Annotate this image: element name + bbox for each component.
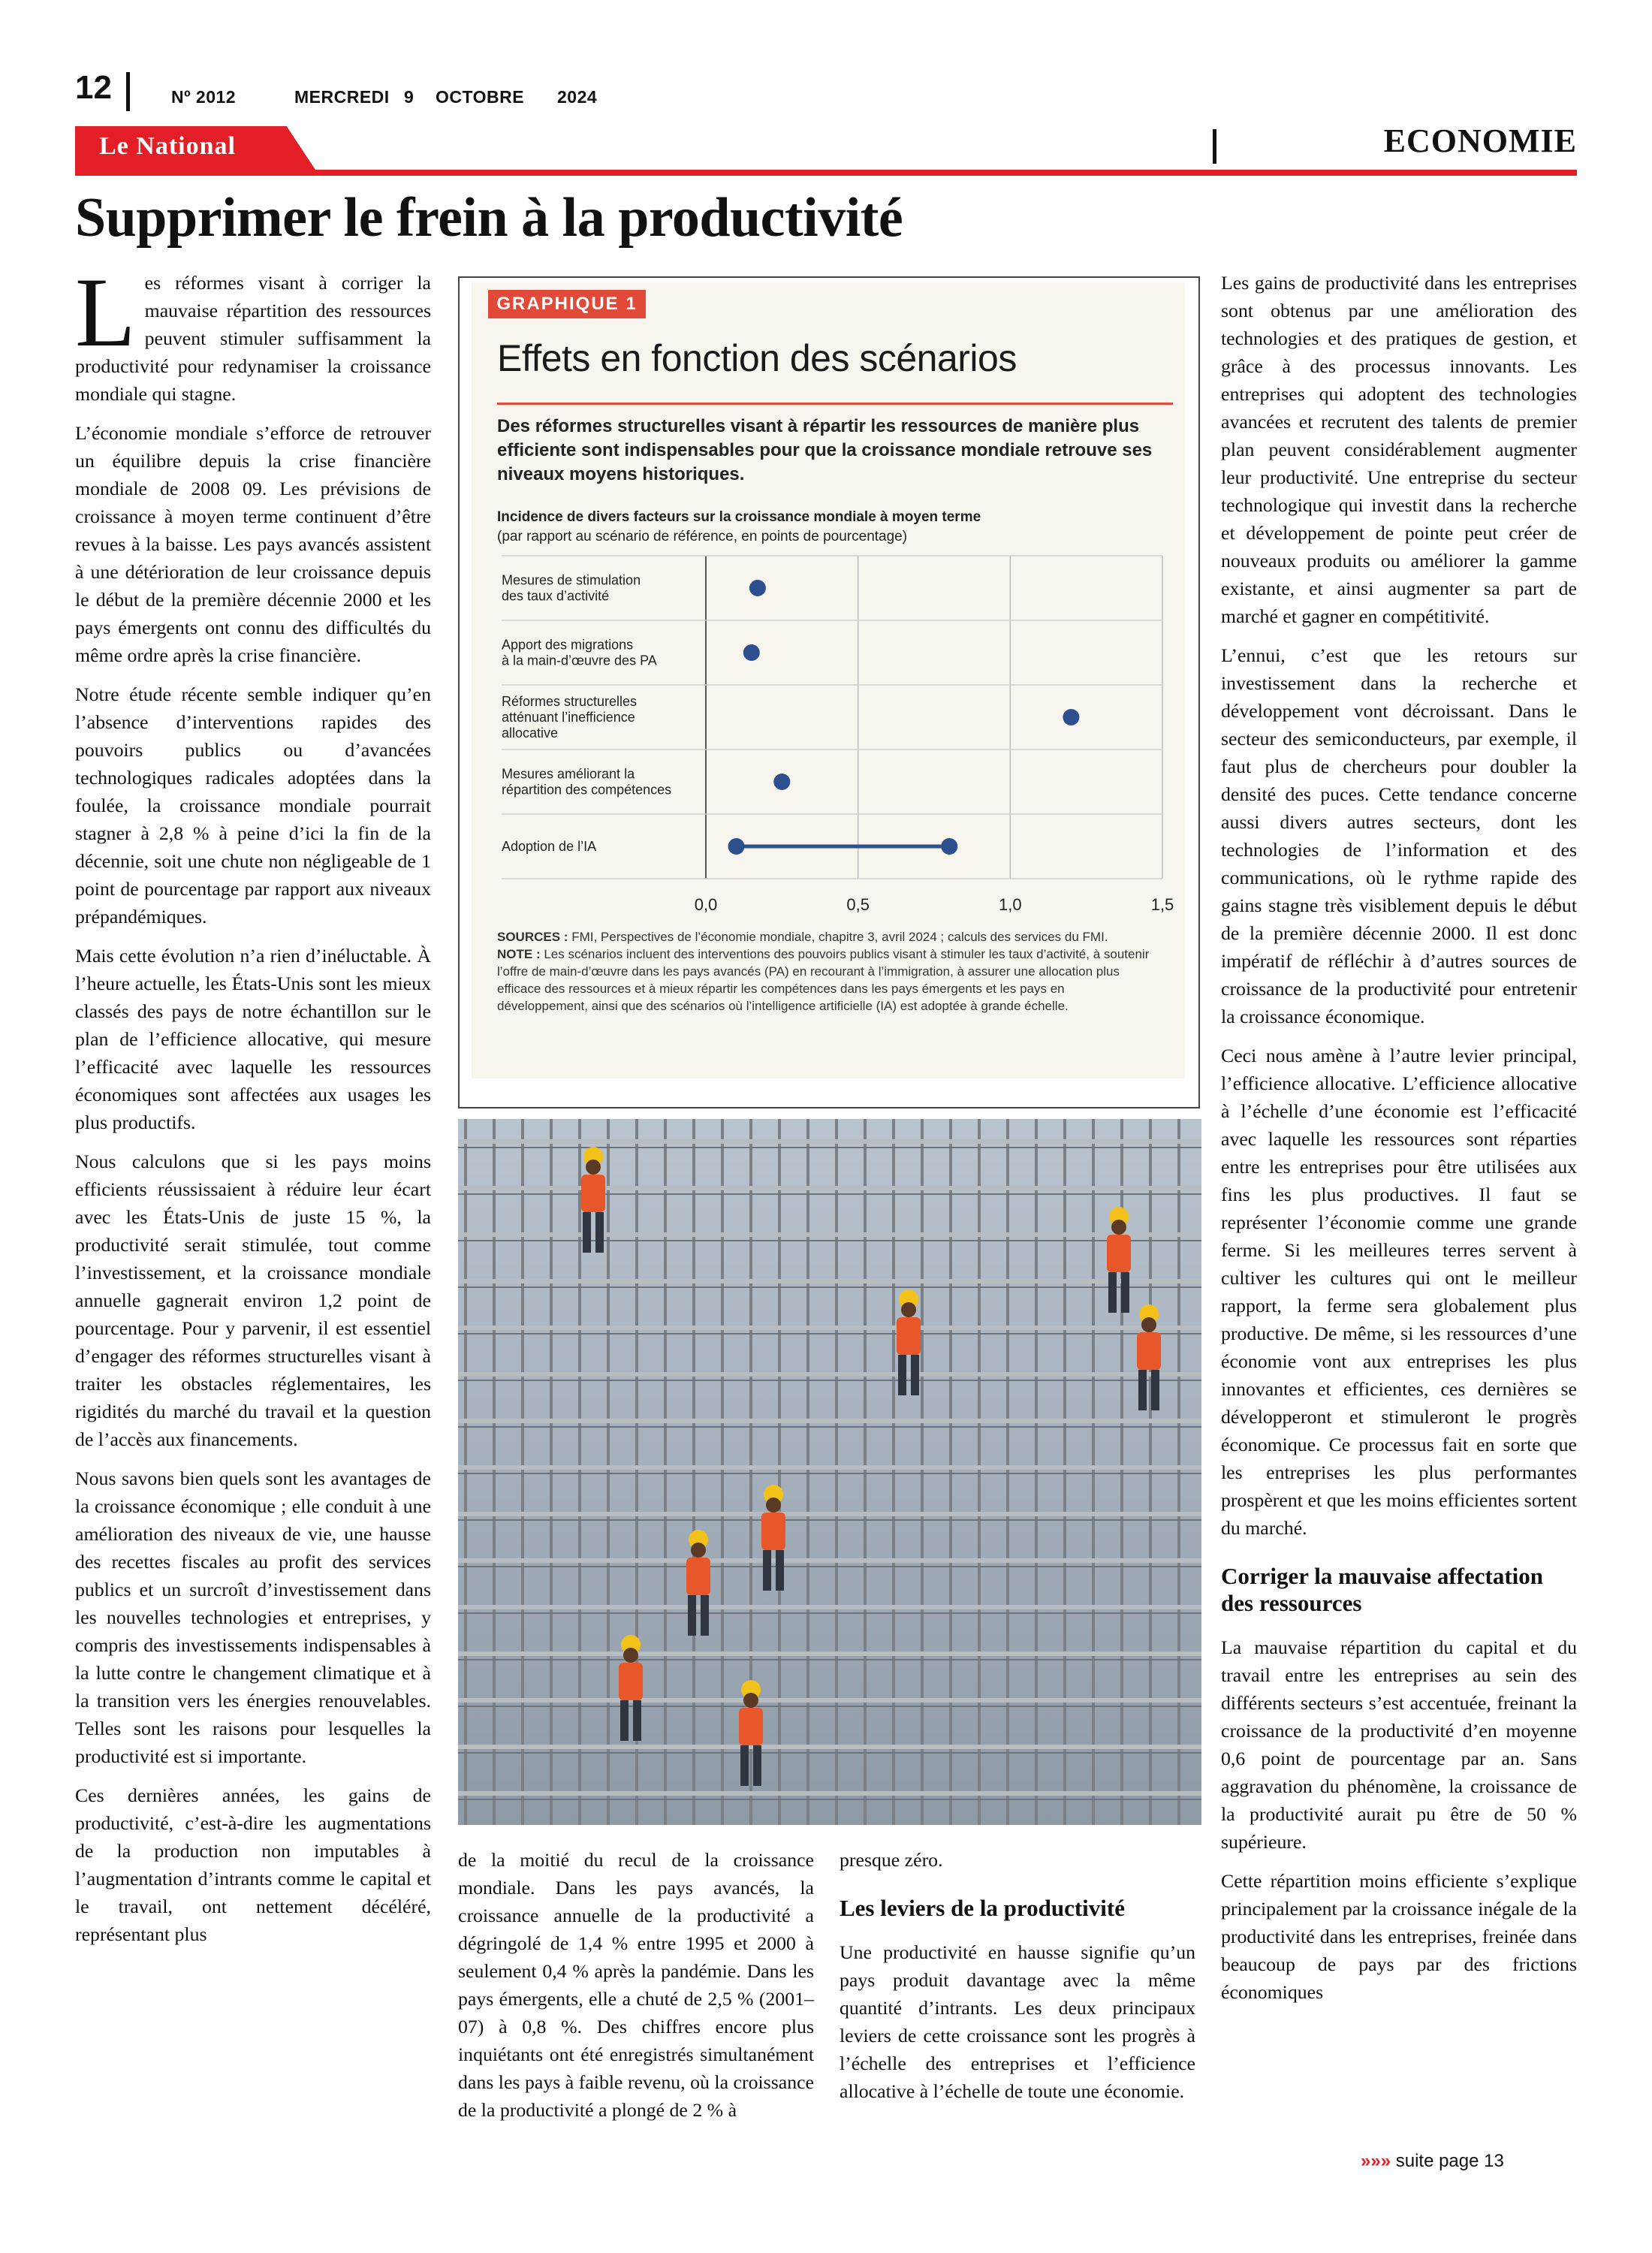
day: 9: [404, 87, 415, 107]
worker-head: [586, 1160, 601, 1175]
paragraph: presque zéro.: [840, 1849, 943, 1871]
worker-head: [901, 1302, 916, 1317]
month: OCTOBRE: [436, 87, 525, 107]
safety-vest: [897, 1317, 921, 1355]
category-label: Réformes structurelles: [502, 694, 638, 709]
continued-link[interactable]: [1361, 2151, 1504, 2172]
worker-leg: [633, 1700, 641, 1741]
worker-leg: [1138, 1370, 1147, 1410]
data-point: [941, 838, 957, 855]
paragraph: Cette répartition moins efficiente s’explique principalement par la croissance inégale de la productivité dans les entreprises, freinée dans beaucoup de pays par des frictions économiques: [1221, 1870, 1577, 2003]
category-label: allocative: [502, 725, 559, 740]
article-column-3: [840, 1846, 1195, 2116]
worker-head: [623, 1648, 638, 1663]
subheading-levers: Les leviers de la productivité: [840, 1895, 1125, 1921]
worker-leg: [763, 1550, 771, 1591]
paragraph: La mauvaise répartition du capital et du travail entre les entreprises au sein des différents secteurs s’est accentuée, freinant la croissance de la productivité d’en moyenne 0,6 point de pourcentage par an. Sans aggravation du phénomène, la croissance de la productivité aurait pu être de 50 % supérieure.: [1221, 1636, 1577, 1853]
worker-leg: [1108, 1272, 1117, 1313]
article-column-2: [458, 1846, 814, 2135]
note-label: NOTE :: [497, 947, 541, 961]
lead-paragraph: [75, 257, 431, 408]
data-point: [773, 774, 790, 790]
chart-subtitle: Incidence de divers facteurs sur la croissance mondiale à moyen terme: [497, 509, 981, 525]
category-label: des taux d’activité: [502, 588, 610, 604]
continued-text: suite page 13: [1395, 2151, 1504, 2171]
paragraph: Les gains de productivité dans les entreprises sont obtenus par une amélioration des technologies et des pratiques de gestion, et grâce à des processus innovants. Les entreprises qui adoptent des technologies avancées et recrutent des talents de premier plan peuvent considérablement augmenter leur productivité. Une entreprise du secteur technologique qui investit dans la recherche et développement de pointe peut créer de nouveaux produits ou améliorer la gamme existante, et ainsi augmenter sa part de marché et gagner en compétitivité.: [1221, 272, 1577, 627]
paragraph: Ceci nous amène à l’autre levier principal, l’efficience allocative. L’efficience allocative à l’échelle d’une économie est l’efficacité avec laquelle les ressources sont réparties entre les entreprises pour être utilisées aux fins les plus productives. Il faut se représenter l’économie comme une grande ferme. Si les meilleures terres servent à cultiver les cultures qui ont le meilleur rapport, la ferme sera globalement plus productive. De même, si les ressources d’une économie vont aux entreprises les plus innovantes et efficientes, ces dernières se développeront et stimuleront le progrès économique. Ce processus fait en sorte que les entreprises les plus performantes prospèrent et que les moins efficientes sortent du marché.: [1221, 1045, 1577, 1539]
chart-subtitle-units: (par rapport au scénario de référence, en points de pourcentage): [497, 529, 908, 544]
paragraph: Mais cette évolution n’a rien d’inéluctable. À l’heure actuelle, les États-Unis sont les mieux classés des pays de notre échantillon sur le plan de l’efficience allocative, qui mesure l’efficacité avec laquelle les ressources économiques sont affectées aux usages les plus productifs.: [75, 945, 431, 1133]
chart-tag: GRAPHIQUE 1: [488, 290, 646, 318]
worker-leg: [595, 1212, 604, 1253]
note-text: Les scénarios incluent des interventions des pouvoirs publics visant à stimuler les taux d’activité, à soutenir l’offre de main-d’œuvre dans les pays avancés (PA) en recourant à l’immigration, à assurer une allocation plus efficace des ressources et à mieux répartir les compétences dans les pays émergents et les pays en développement, ainsi que des scénarios où l’intelligence artificielle (IA) est adoptée à grande échelle.: [497, 947, 1150, 1013]
article-column-1: [75, 257, 431, 1959]
paragraph: Nous calculons que si les pays moins efficients réussissaient à réduire leur écart avec les États-Unis de juste 15 %, la productivité serait stimulée, tout comme l’investissement, et la croissance mondiale annuelle gagnerait environ 1,2 point de pourcentage. Pour y parvenir, il est essentiel d’engager des réformes structurelles visant à traiter les obstacles réglementaires, les rigidités du marché du travail et la question de l’accès aux financements.: [75, 1151, 431, 1450]
issue-number: Nº 2012: [171, 87, 237, 107]
safety-vest: [581, 1175, 605, 1212]
chart-sources: [497, 928, 1158, 946]
data-point: [728, 838, 745, 855]
paragraph: L’ennui, c’est que les retours sur investissement dans la recherche et développement vont décroissant. Dans le secteur des semiconducteurs, par exemple, il faut plus de chercheurs pour doubler la densité des puces. Cette tendance concerne aussi divers autres secteurs, dont les technologies de l’information et des communications, où le rythme rapide des gains stagne très visiblement depuis le début de la première décennie 2000. Il est donc impératif de réfléchir à d’autres sources de croissance de la productivité pour entretenir la croissance économique.: [1221, 644, 1577, 1027]
worker-leg: [583, 1212, 591, 1253]
data-point: [743, 644, 760, 661]
worker-head: [1141, 1317, 1156, 1332]
worker-leg: [1151, 1370, 1159, 1410]
chart-note: [497, 946, 1158, 1015]
year: 2024: [557, 87, 598, 107]
safety-vest: [761, 1513, 785, 1550]
article-column-4: [1221, 269, 1577, 2017]
category-label: Adoption de l’IA: [502, 839, 597, 854]
worker-leg: [911, 1355, 919, 1395]
chart-subtitle-block: [497, 508, 1173, 547]
worker-leg: [776, 1550, 784, 1591]
worker-leg: [898, 1355, 906, 1395]
paragraph: Ces dernières années, les gains de productivité, c’est-à-dire les augmentations de la production non imputables à l’augmentation d’intrants comme le capital et le travail, ont nettement décéléré, représentant plus: [75, 1784, 431, 1945]
lead-text: es réformes visant à corriger la mauvaise répartition des ressources peuvent stimuler suffisamment la productivité pour redynamiser la croissance mondiale qui stagne.: [75, 272, 431, 405]
article-title: Supprimer le frein à la productivité: [75, 187, 903, 249]
page-number: 12: [75, 69, 112, 106]
sources-text: FMI, Perspectives de l’économie mondiale, chapitre 3, avril 2024 ; calculs des services du FMI.: [571, 930, 1108, 944]
chart-title: Effets en fonction des scénarios: [497, 337, 1017, 379]
category-label: à la main-d’œuvre des PA: [502, 653, 657, 668]
section-name: ECONOMIE: [1383, 122, 1577, 159]
x-tick-label: 0,5: [846, 895, 870, 914]
x-tick-label: 1,5: [1150, 895, 1174, 914]
data-point: [1063, 709, 1079, 725]
paragraph: Une productivité en hausse signifie qu’un pays produit davantage avec la même quantité d’intrants. Les deux principaux leviers de cette croissance sont les progrès à l’échelle des entreprises et l’efficience allocative à l’échelle de toute une économie.: [840, 1941, 1195, 2102]
subheading-misallocation: Corriger la mauvaise affectation des ressources: [1221, 1563, 1544, 1616]
category-label: Apport des migrations: [502, 637, 634, 653]
safety-vest: [1107, 1235, 1131, 1272]
publication-name: Le National: [99, 132, 236, 160]
worker-leg: [753, 1745, 761, 1786]
worker-leg: [688, 1595, 696, 1636]
worker-head: [691, 1543, 706, 1558]
weekday: MERCREDI: [294, 87, 390, 107]
chart-description: Des réformes structurelles visant à répartir les ressources de manière plus efficiente sont indispensables pour que la croissance mondiale retrouve ses niveaux moyens historiques.: [497, 416, 1153, 484]
section-divider: [1213, 129, 1216, 164]
worker-leg: [701, 1595, 709, 1636]
worker-head: [766, 1497, 781, 1513]
drop-cap: L: [75, 257, 136, 367]
scaffolding-photo: [458, 1119, 1201, 1825]
data-point: [749, 580, 766, 596]
chart-notes: [497, 928, 1158, 1015]
category-label: Mesures améliorant la: [502, 766, 635, 782]
category-label: atténuant l’inefficience: [502, 710, 635, 725]
x-tick-label: 0,0: [694, 895, 718, 914]
worker-head: [1111, 1220, 1126, 1235]
worker-head: [743, 1693, 758, 1708]
paragraph: Notre étude récente semble indiquer qu’en l’absence d’interventions rapides des pouvoirs publics ou d’avancées technologiques radicales adoptées dans la foulée, la croissance mondiale pourrait stagner à 2,8 % à peine d’ici la fin de la décennie, soit une chute non négligeable de 1 point de pourcentage par rapport aux niveaux prépandémiques.: [75, 683, 431, 927]
category-label: Mesures de stimulation: [502, 572, 641, 588]
sources-label: SOURCES :: [497, 930, 568, 944]
paragraph: Nous savons bien quels sont les avantages de la croissance économique ; elle conduit à une amélioration des niveaux de vie, une hausse des recettes fiscales au profit des services publics et un surcroît d’investissement dans les nouvelles technologies et entreprises, y compris des investissements indispensables à la lutte contre le changement climatique et à la transition vers les énergies renouvelables. Telles sont les raisons pour lesquelles la productivité est si importante.: [75, 1467, 431, 1767]
page-number-divider: [126, 72, 130, 111]
category-label: répartition des compétences: [502, 782, 672, 798]
paragraph: L’économie mondiale s’efforce de retrouver un équilibre depuis la crise financière mondiale de 2008 09. Les prévisions de croissance à moyen terme continuent d’être revues à la baisse. Les pays avancés assistent à une détérioration de leur croissance depuis le début de la première décennie 2000 et les pays émergents ont connu des difficultés du même ordre après la crise financière.: [75, 422, 431, 666]
worker-leg: [1121, 1272, 1129, 1313]
worker-leg: [740, 1745, 749, 1786]
scaffolding-illustration: [458, 1119, 1201, 1825]
safety-vest: [619, 1663, 643, 1700]
chart-category-labels: [502, 573, 671, 855]
x-tick-label: 1,0: [999, 895, 1022, 914]
header-rule: [75, 170, 1577, 176]
worker-leg: [620, 1700, 629, 1741]
scatter-chart: [472, 548, 1185, 924]
safety-vest: [1137, 1332, 1161, 1370]
continued-arrows: »»»: [1361, 2151, 1391, 2171]
safety-vest: [686, 1558, 710, 1595]
safety-vest: [739, 1708, 763, 1745]
chart-marks: [728, 580, 1080, 855]
paragraph: de la moitié du recul de la croissance mondiale. Dans les pays avancés, la croissance annuelle de la productivité a dégringolé de 1,4 % entre 1995 et 2000 à seulement 0,4 % après la pandémie. Dans les pays émergents, elle a chuté de 2,5 % (2001–07) à 0,8 %. Des chiffres encore plus inquiétants ont été enregistrés simultanément dans les pays à faible revenu, où la croissance de la productivité a plongé de 2 % à: [458, 1849, 814, 2121]
chart-title-rule: [497, 403, 1173, 405]
chart-x-ticks: [695, 895, 1174, 914]
